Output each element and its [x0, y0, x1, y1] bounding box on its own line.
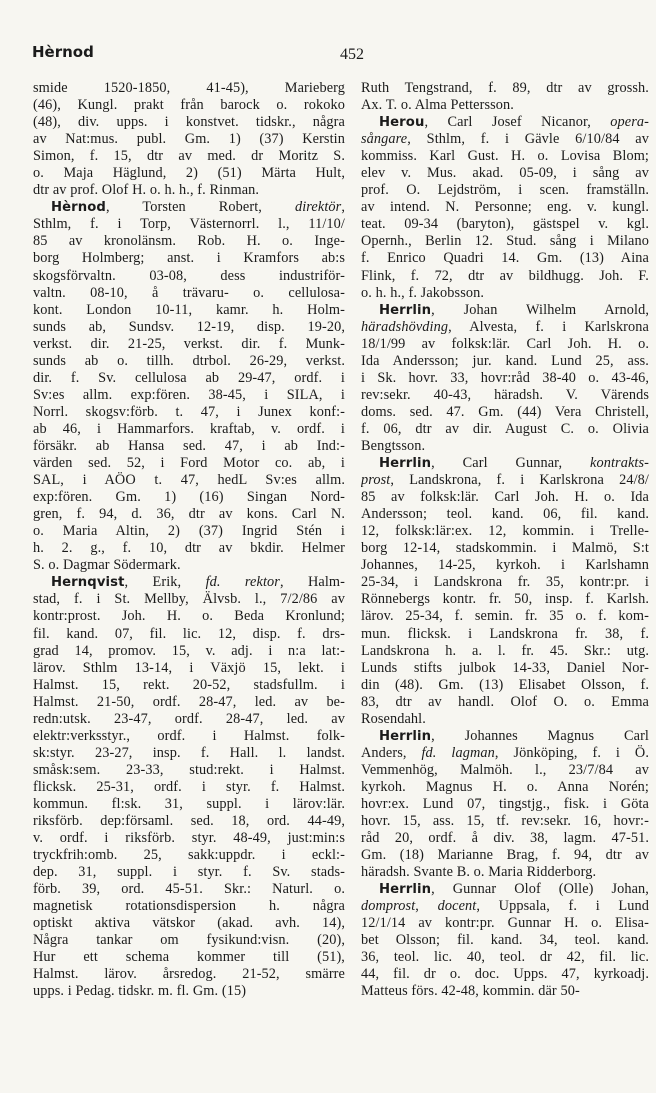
text-line: 36, teol. lic. 40, teol. dr 42, fil. lic. [361, 949, 649, 966]
text-line: tryckfrih:omb. 25, sakk:uppdr. i eckl:- [33, 847, 345, 864]
text-line: hovr:ex. Lund 07, tingstjg., fisk. i Göta [361, 795, 649, 812]
text-line: kommiss. Karl Gust. H. o. Lovisa Blom; [361, 148, 649, 165]
text-line: elev v. Mus. akad. 05-09, i sång av [361, 165, 649, 182]
text-line: sångare, Sthlm, f. i Gävle 6/10/84 av [361, 131, 649, 148]
text-line: Johannes, 14-25, kyrkoh. i Karlshamn [361, 557, 649, 574]
text-line: Hur ett schema kommer till (51), [33, 949, 345, 966]
text-line: exp:fören. Gm. 1) (16) Singan Nord- [33, 489, 345, 506]
text-line: Herrlin, Carl Gunnar, kontrakts- [379, 455, 649, 472]
text-line: bet Olsson; fil. kand. 34, teol. kand. [361, 932, 649, 949]
entry-headword: Hèrnod [51, 200, 106, 216]
entry-headword: Herrlin [379, 302, 432, 318]
text-line: Herrlin, Gunnar Olof (Olle) Johan, [379, 881, 649, 898]
text-line: Sv:es allm. exp:fören. 38-45, i SILA, i [33, 386, 345, 403]
text-line: prof. O. Lejdström, i scen. framställn. [361, 182, 649, 199]
text-line: 25-34, i Landskrona fr. 35, kontr:pr. i [361, 574, 649, 591]
text-line: dtr av prof. Olof H. o. h. h., f. Rinman. [33, 182, 260, 199]
text-line: redn:utsk. 23-47, ordf. 28-47, led. av [33, 710, 345, 727]
text-line: 83, dtr av handl. Olof O. o. Emma [361, 693, 649, 710]
text-line: (48), div. upps. i konstvet. tidskr., några [33, 114, 345, 131]
text-line: förb. 39, ord. 45-51. Skr.: Naturl. o. [33, 881, 345, 898]
text-line: sunds ab o. tillh. dtrbol. 26-29, verkst. [33, 352, 345, 369]
text-line: lärov. 25-34, f. semin. fr. 35 o. f. kom- [361, 608, 649, 625]
entry-headword: Herrlin [379, 882, 432, 898]
text-line: SAL, i AÖO t. 47, hedL Sv:es allm. [33, 472, 345, 489]
text-line: teat. 09-34 (baryton), gästspel v. kgl. [361, 216, 649, 233]
text-line: kont. London 10-11, kamr. h. Holm- [33, 301, 345, 318]
text-line: dir. f. Sv. cellulosa ab 29-47, ordf. i [33, 369, 345, 386]
text-line: h. 2. g., f. 10, dtr av bkdir. Helmer [33, 540, 345, 557]
text-line: av Nat:mus. publ. Gm. 1) (37) Kerstin [33, 131, 345, 148]
text-line: Halmst. 15, rekt. 20-52, stadsfullm. i [33, 676, 345, 693]
entry-headword: Herrlin [379, 728, 432, 744]
text-line: Vemmenhög, Malmöh. l., 23/7/84 av [361, 761, 649, 778]
right-column [361, 80, 649, 1001]
text-line: o. Maria Altin, 2) (37) Ingrid Stén i [33, 523, 345, 540]
text-line: försäkr. ab Hansa sed. 47, i ab Ind:- [33, 437, 345, 454]
text-line: kommun. fl:sk. 31, suppl. i lärov:lär. [33, 795, 345, 812]
text-line: din (48). Gm. (13) Elisabet Olsson, f. [361, 676, 649, 693]
text-line: Andersson; teol. kand. 06, fil. kand. [361, 506, 649, 523]
text-line: småsk:sem. 23-33, stud:rekt. i Halmst. [33, 761, 345, 778]
text-line: valtn. 08-10, å trävaru- o. cellulosa- [33, 284, 345, 301]
text-line: verkst. dir. 21-25, verkst. dir. f. Munk- [33, 335, 345, 352]
text-line: 12, folksk:lär:ex. 12, kommin. i Trelle- [361, 523, 649, 540]
text-line: 18/1/99 av folksk:lär. Carl Joh. H. o. [361, 335, 649, 352]
text-line: v. ordf. i riksförb. styr. 48-49, just:min:s [33, 830, 345, 847]
text-line: f. Enrico Quadri 14. Gm. (13) Aina [361, 250, 649, 267]
text-line: ab 46, i Hammarfors. kraftab, v. ordf. i [33, 420, 345, 437]
text-line: sk:styr. 23-27, insp. f. Hall. l. landst. [33, 744, 345, 761]
text-line: S. o. Dagmar Södermark. [33, 557, 181, 574]
text-line: dep. 31, suppl. i styr. f. Sv. stads- [33, 864, 345, 881]
text-line: upps. i Pedag. tidskr. m. fl. Gm. (15) [33, 983, 247, 1000]
text-line: Halmst. 21-50, ordf. 28-47, led. av be- [33, 693, 345, 710]
page-header [0, 40, 656, 68]
text-line: fil. kand. 07, fil. lic. 12, disp. f. drs- [33, 625, 345, 642]
text-line: riksförb. dep:församl. sed. 18, ord. 44-49, [33, 813, 345, 830]
text-line: borg Holmberg; anst. i Kramfors ab:s [33, 250, 345, 267]
text-line: Halmst. lärov. årsredog. 21-52, smärre [33, 966, 345, 983]
text-line: 44, fil. dr o. doc. Upps. 47, kyrkoadj. [361, 966, 649, 983]
text-line: Gm. (18) Marianne Brag, f. 94, dtr av [361, 847, 649, 864]
text-line: Rönnebergs kontr. fr. 50, insp. f. Karlsh. [361, 591, 649, 608]
text-line: Sthlm, f. i Torp, Västernorrl. l., 11/10/ [33, 216, 345, 233]
text-line: Herou, Carl Josef Nicanor, opera- [379, 114, 649, 131]
text-line: Anders, fd. lagman, Jönköping, f. i Ö. [361, 744, 649, 761]
text-line: Rosendahl. [361, 710, 426, 727]
text-line: f. 06, dtr av dir. August C. o. Olivia [361, 420, 649, 437]
text-line: lärov. Sthlm 13-14, i Växjö 15, lekt. i [33, 659, 345, 676]
text-line: kyrkoh. Magnus H. o. Anna Norén; [361, 778, 649, 795]
text-line: skogsförvaltn. 03-08, dess industriför- [33, 267, 345, 284]
text-line: o. h. h., f. Jakobsson. [361, 284, 485, 301]
text-line: elektr:verksstyr., ordf. i Halmst. folk- [33, 727, 345, 744]
text-line: Lunds stifts julbok 14-33, Daniel Nor- [361, 659, 649, 676]
text-line: Flink, f. 72, dtr av bildhugg. Joh. F. [361, 267, 649, 284]
text-line: Hernqvist, Erik, fd. rektor, Halm- [51, 574, 345, 591]
text-line: Ruth Tengstrand, f. 89, dtr av grossh. [361, 80, 649, 96]
text-line: domprost, docent, Uppsala, f. i Lund [361, 898, 649, 915]
text-line: borg 12-14, stadskommin. i Malmö, S:t [361, 540, 649, 557]
text-line: värden sed. 52, i Ford Motor co. ab, i [33, 455, 345, 472]
text-line: grad 14, promov. 15, v. adj. i n:a lat:- [33, 642, 345, 659]
text-line: mun. flicksk. i Landskrona fr. 38, f. [361, 625, 649, 642]
text-line: Herrlin, Johan Wilhelm Arnold, [379, 301, 649, 318]
text-line: häradshövding, Alvesta, f. i Karlskrona [361, 318, 649, 335]
entry-headword: Herou [379, 115, 425, 131]
text-line: Ida Andersson; jur. kand. Lund 25, ass. [361, 352, 649, 369]
text-line: Norrl. skogsv:förb. t. 47, i Junex konf:- [33, 403, 345, 420]
entry-headword: Herrlin [379, 456, 432, 472]
text-line: av intend. N. Personne; eng. v. kungl. [361, 199, 649, 216]
text-line: Bengtsson. [361, 437, 426, 454]
text-line: smide 1520-1850, 41-45), Marieberg [33, 80, 345, 96]
text-line: 85 av folksk:lär. Carl Joh. H. o. Ida [361, 489, 649, 506]
entry-headword: Hernqvist [51, 575, 125, 591]
text-line: sunds ab, Sundsv. 12-19, disp. 19-20, [33, 318, 345, 335]
text-line: råd 20, ordf. å div. 38, lagm. 47-51. [361, 830, 649, 847]
running-head: Hèrnod [32, 43, 94, 61]
text-line: gren, f. 94, d. 36, dtr av kons. Carl N. [33, 506, 345, 523]
text-line: 12/1/14 av kontr:pr. Gunnar H. o. Elisa- [361, 915, 649, 932]
text-line: Några tankar om fysikund:visn. (20), [33, 932, 345, 949]
text-line: rev:sekr. 40-43, häradsh. V. Värends [361, 386, 649, 403]
text-line: i Sk. hovr. 33, hovr:råd 38-40 o. 43-46, [361, 369, 649, 386]
text-line: Herrlin, Johannes Magnus Carl [379, 727, 649, 744]
text-line: flicksk. 25-31, ordf. i styr. f. Halmst. [33, 778, 345, 795]
text-line: prost, Landskrona, f. i Karlskrona 24/8/ [361, 472, 649, 489]
text-line: kontr:prost. Joh. H. o. Beda Kronlund; [33, 608, 345, 625]
text-line: hovr. 15, ass. 15, tf. rev:sekr. 16, hovr:- [361, 813, 649, 830]
text-line: (46), Kungl. prakt från barock o. rokoko [33, 97, 345, 114]
left-column [33, 80, 345, 1001]
page-number: 452 [340, 46, 364, 63]
text-line: Matteus förs. 42-48, kommin. där 50- [361, 983, 580, 1000]
text-line: Hèrnod, Torsten Robert, direktör, [51, 199, 345, 216]
text-line: doms. sed. 47. Gm. (44) Vera Christell, [361, 403, 649, 420]
text-line: stad, f. i St. Mellby, Älvsb. l., 7/2/86 av [33, 591, 345, 608]
text-line: 85 av kronolänsm. Rob. H. o. Inge- [33, 233, 345, 250]
text-line: Ax. T. o. Alma Pettersson. [361, 97, 514, 114]
text-line: Landskrona h. a. l. fr. 45. Skr.: utg. [361, 642, 649, 659]
text-line: magnetisk rotationsdispersion h. några [33, 898, 345, 915]
text-line: häradsh. Svante B. o. Maria Ridderborg. [361, 864, 597, 881]
text-line: optiskt aktiva vätskor (akad. avh. 14), [33, 915, 345, 932]
text-line: Simon, f. 15, dtr av med. dr Moritz S. [33, 148, 345, 165]
text-line: o. Maja Häglund, 2) (51) Märta Hult, [33, 165, 345, 182]
text-line: Opernh., Berlin 12. Stud. sång i Milano [361, 233, 649, 250]
